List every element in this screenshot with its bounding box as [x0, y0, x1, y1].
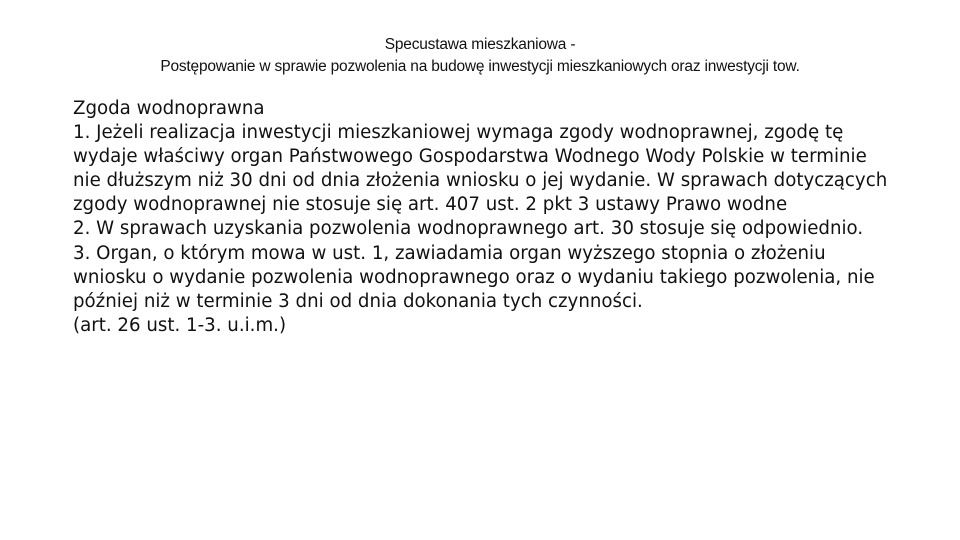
- title-line-2: Postępowanie w sprawie pozwolenia na budowę inwestycji mieszkaniowych oraz inwestycji tow.: [160, 58, 800, 75]
- slide-title: [60, 34, 900, 78]
- paragraph-3: 3. Organ, o którym mowa w ust. 1, zawiadamia organ wyższego stopnia o złożeniu wniosku o wydanie pozwolenia wodnoprawnego oraz o wydaniu takiego pozwolenia, nie później niż w terminie 3 dni od dnia dokonania tych czynności.: [73, 242, 875, 312]
- slide-body: [73, 97, 893, 338]
- citation: (art. 26 ust. 1-3. u.i.m.): [73, 314, 287, 336]
- paragraph-2: 2. W sprawach uzyskania pozwolenia wodnoprawnego art. 30 stosuje się odpowiednio.: [73, 218, 864, 240]
- title-line-1: Specustawa mieszkaniowa -: [384, 36, 576, 53]
- paragraph-1: 1. Jeżeli realizacja inwestycji mieszkaniowej wymaga zgody wodnoprawnej, zgodę tę wydaje właściwy organ Państwowego Gospodarstwa Wodnego Wody Polskie w terminie nie dłuższym niż 30 dni od dnia złożenia wniosku o jej wydanie. W sprawach dotyczących zgody wodnoprawnej nie stosuje się art. 407 ust. 2 pkt 3 ustawy Prawo wodne: [73, 122, 888, 216]
- section-heading: Zgoda wodnoprawna: [73, 98, 265, 119]
